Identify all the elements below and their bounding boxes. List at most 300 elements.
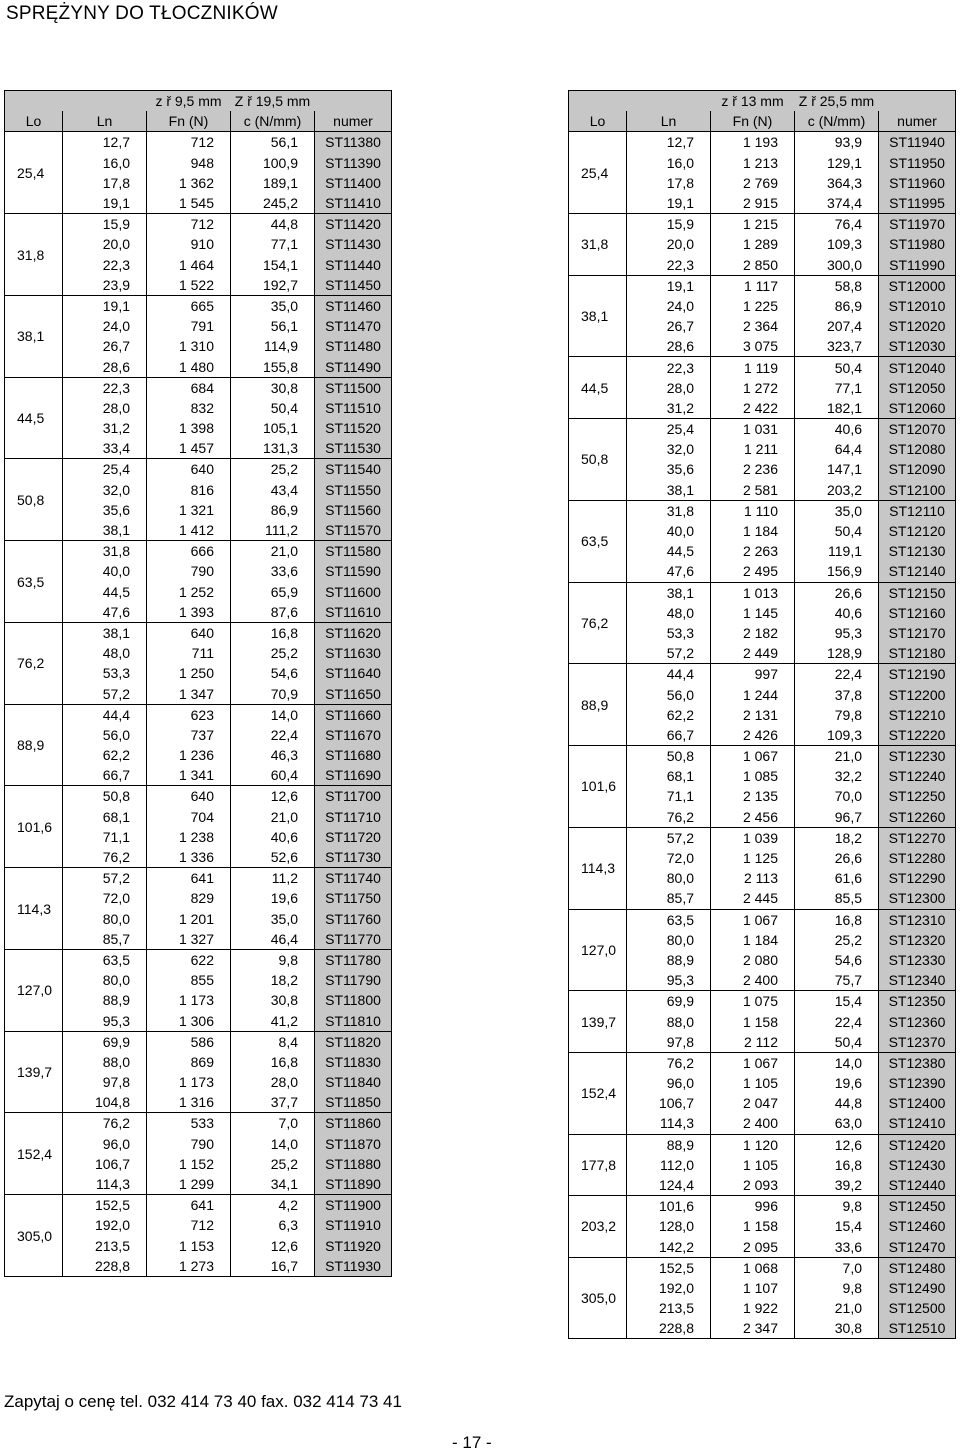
table-row <box>5 725 392 745</box>
table-row <box>569 1052 956 1073</box>
table-row <box>5 1154 392 1174</box>
fn-cell: 1 145 <box>711 603 795 623</box>
numer-cell: ST12200 <box>879 684 956 704</box>
col-header-ln: Ln <box>627 111 711 132</box>
lo-cell: 203,2 <box>569 1196 627 1258</box>
ln-cell: 17,8 <box>627 173 711 193</box>
c-cell: 8,4 <box>231 1031 315 1052</box>
c-cell: 19,6 <box>231 888 315 908</box>
fn-cell: 1 184 <box>711 930 795 950</box>
numer-cell: ST12450 <box>879 1196 956 1217</box>
fn-cell: 2 095 <box>711 1237 795 1258</box>
table-row <box>5 1072 392 1092</box>
table-row <box>5 1174 392 1195</box>
table-row <box>5 1031 392 1052</box>
c-cell: 39,2 <box>795 1175 879 1196</box>
ln-cell: 35,6 <box>63 500 147 520</box>
numer-cell: ST11490 <box>315 356 392 377</box>
fn-cell: 641 <box>147 1195 231 1216</box>
table-row <box>5 234 392 254</box>
numer-cell: ST12220 <box>879 725 956 746</box>
table-row <box>5 888 392 908</box>
ln-cell: 20,0 <box>627 234 711 254</box>
numer-cell: ST12460 <box>879 1216 956 1236</box>
table-row <box>569 132 956 153</box>
col-header-fn: Fn (N) <box>711 111 795 132</box>
numer-cell: ST11640 <box>315 663 392 683</box>
ln-cell: 71,1 <box>627 786 711 806</box>
c-cell: 16,8 <box>795 1155 879 1175</box>
fn-cell: 712 <box>147 1215 231 1235</box>
ln-cell: 35,6 <box>627 459 711 479</box>
numer-cell: ST11920 <box>315 1236 392 1256</box>
table-row <box>5 1195 392 1216</box>
fn-cell: 2 135 <box>711 786 795 806</box>
table-row <box>5 990 392 1010</box>
table-row <box>569 888 956 909</box>
c-cell: 300,0 <box>795 255 879 276</box>
table-row <box>569 1237 956 1258</box>
numer-cell: ST11470 <box>315 316 392 336</box>
numer-cell: ST12120 <box>879 521 956 541</box>
table-row <box>569 991 956 1012</box>
fn-cell: 1 184 <box>711 521 795 541</box>
ln-cell: 48,0 <box>627 603 711 623</box>
numer-cell: ST11440 <box>315 255 392 275</box>
ln-cell: 96,0 <box>627 1073 711 1093</box>
numer-cell: ST11590 <box>315 561 392 581</box>
c-cell: 77,1 <box>795 378 879 398</box>
ln-cell: 95,3 <box>627 970 711 991</box>
c-cell: 21,0 <box>795 746 879 767</box>
table-row <box>569 1175 956 1196</box>
table-row <box>5 500 392 520</box>
c-cell: 35,0 <box>795 500 879 521</box>
table-row <box>5 255 392 275</box>
table-row <box>569 1011 956 1031</box>
fn-cell: 2 131 <box>711 705 795 725</box>
ln-cell: 24,0 <box>63 316 147 336</box>
numer-cell: ST12410 <box>879 1113 956 1134</box>
ln-cell: 112,0 <box>627 1155 711 1175</box>
c-cell: 7,0 <box>231 1113 315 1134</box>
numer-cell: ST12490 <box>879 1278 956 1298</box>
fn-cell: 2 915 <box>711 193 795 214</box>
c-cell: 40,6 <box>231 827 315 847</box>
fn-cell: 641 <box>147 868 231 889</box>
fn-cell: 2 112 <box>711 1032 795 1053</box>
numer-cell: ST12230 <box>879 746 956 767</box>
fn-cell: 2 093 <box>711 1175 795 1196</box>
numer-cell: ST11690 <box>315 765 392 786</box>
lo-cell: 88,9 <box>569 664 627 746</box>
ln-cell: 213,5 <box>627 1298 711 1318</box>
numer-cell: ST12320 <box>879 930 956 950</box>
numer-cell: ST12100 <box>879 480 956 501</box>
fn-cell: 1 067 <box>711 1052 795 1073</box>
fn-cell: 1 075 <box>711 991 795 1012</box>
lo-cell: 114,3 <box>569 827 627 909</box>
fn-cell: 2 426 <box>711 725 795 746</box>
numer-cell: ST12140 <box>879 561 956 582</box>
table-row <box>569 643 956 664</box>
ln-cell: 38,1 <box>627 480 711 501</box>
ln-cell: 16,0 <box>627 153 711 173</box>
numer-cell: ST11510 <box>315 398 392 418</box>
fn-cell: 1 213 <box>711 153 795 173</box>
ln-cell: 76,2 <box>627 807 711 828</box>
numer-cell: ST12470 <box>879 1237 956 1258</box>
ln-cell: 40,0 <box>627 521 711 541</box>
ln-cell: 16,0 <box>63 153 147 173</box>
numer-cell: ST12190 <box>879 664 956 685</box>
table-row <box>569 1093 956 1113</box>
lo-cell: 101,6 <box>5 786 63 868</box>
ln-cell: 57,2 <box>627 827 711 848</box>
numer-cell: ST12430 <box>879 1155 956 1175</box>
ln-cell: 114,3 <box>627 1113 711 1134</box>
lo-cell: 25,4 <box>5 132 63 214</box>
numer-cell: ST11720 <box>315 827 392 847</box>
lo-cell: 38,1 <box>5 295 63 377</box>
ln-cell: 22,3 <box>627 255 711 276</box>
fn-cell: 1 201 <box>147 909 231 929</box>
fn-cell: 684 <box>147 377 231 398</box>
c-cell: 9,8 <box>231 949 315 970</box>
c-cell: 25,2 <box>231 1154 315 1174</box>
fn-cell: 1 117 <box>711 275 795 296</box>
ln-cell: 31,2 <box>63 418 147 438</box>
ln-cell: 80,0 <box>627 930 711 950</box>
c-cell: 37,8 <box>795 684 879 704</box>
fn-cell: 1 158 <box>711 1216 795 1236</box>
ln-cell: 62,2 <box>63 745 147 765</box>
ln-cell: 31,8 <box>627 500 711 521</box>
c-cell: 19,6 <box>795 1073 879 1093</box>
table-row <box>569 336 956 357</box>
col-header-ln: Ln <box>63 111 147 132</box>
numer-cell: ST12130 <box>879 541 956 561</box>
lo-cell: 305,0 <box>5 1195 63 1277</box>
col-header-c: c (N/mm) <box>795 111 879 132</box>
fn-cell: 790 <box>147 561 231 581</box>
numer-cell: ST11770 <box>315 929 392 950</box>
numer-cell: ST11730 <box>315 847 392 868</box>
ln-cell: 22,3 <box>63 377 147 398</box>
table-row <box>569 459 956 479</box>
fn-cell: 666 <box>147 541 231 562</box>
fn-cell: 1 336 <box>147 847 231 868</box>
ln-cell: 88,0 <box>627 1011 711 1031</box>
c-cell: 105,1 <box>231 418 315 438</box>
numer-cell: ST11610 <box>315 602 392 623</box>
c-cell: 192,7 <box>231 275 315 296</box>
table-row <box>569 173 956 193</box>
c-cell: 16,8 <box>231 622 315 643</box>
table-row <box>569 480 956 501</box>
table-row <box>5 1215 392 1235</box>
c-cell: 16,8 <box>231 1052 315 1072</box>
lo-cell: 152,4 <box>5 1113 63 1195</box>
lo-cell: 31,8 <box>569 214 627 276</box>
numer-cell: ST11380 <box>315 132 392 153</box>
table-row <box>569 439 956 459</box>
numer-cell: ST11460 <box>315 295 392 316</box>
numer-cell: ST11840 <box>315 1072 392 1092</box>
c-cell: 7,0 <box>795 1257 879 1278</box>
lo-cell: 50,8 <box>5 459 63 541</box>
fn-cell: 1 273 <box>147 1256 231 1277</box>
ln-cell: 20,0 <box>63 234 147 254</box>
fn-cell: 1 398 <box>147 418 231 438</box>
c-cell: 46,3 <box>231 745 315 765</box>
c-cell: 16,7 <box>231 1256 315 1277</box>
fn-cell: 1 013 <box>711 582 795 603</box>
table-row <box>5 909 392 929</box>
table-row <box>5 868 392 889</box>
table-row <box>5 807 392 827</box>
c-cell: 26,6 <box>795 848 879 868</box>
c-cell: 54,6 <box>231 663 315 683</box>
c-cell: 11,2 <box>231 868 315 889</box>
numer-cell: ST12300 <box>879 888 956 909</box>
ln-cell: 88,0 <box>63 1052 147 1072</box>
lo-cell: 114,3 <box>5 868 63 950</box>
ln-cell: 57,2 <box>63 683 147 704</box>
c-cell: 50,4 <box>795 1032 879 1053</box>
c-cell: 70,9 <box>231 683 315 704</box>
range-spacer <box>569 91 627 112</box>
table-row <box>5 153 392 173</box>
numer-cell: ST12480 <box>879 1257 956 1278</box>
table-row <box>569 378 956 398</box>
table-row <box>5 1236 392 1256</box>
c-cell: 58,8 <box>795 275 879 296</box>
numer-cell: ST11880 <box>315 1154 392 1174</box>
numer-cell: ST11530 <box>315 438 392 459</box>
table-row <box>5 745 392 765</box>
fn-cell: 816 <box>147 480 231 500</box>
numer-cell: ST12070 <box>879 419 956 440</box>
fn-cell: 2 236 <box>711 459 795 479</box>
numer-cell: ST11830 <box>315 1052 392 1072</box>
numer-cell: ST11560 <box>315 500 392 520</box>
numer-cell: ST11900 <box>315 1195 392 1216</box>
c-cell: 35,0 <box>231 909 315 929</box>
table-row <box>569 255 956 276</box>
ln-cell: 128,0 <box>627 1216 711 1236</box>
table-row <box>569 684 956 704</box>
table-row <box>569 725 956 746</box>
fn-cell: 1 362 <box>147 173 231 193</box>
numer-cell: ST12340 <box>879 970 956 991</box>
ln-cell: 152,5 <box>627 1257 711 1278</box>
ln-cell: 17,8 <box>63 173 147 193</box>
table-row <box>569 500 956 521</box>
c-cell: 21,0 <box>231 541 315 562</box>
c-cell: 61,6 <box>795 868 879 888</box>
numer-cell: ST12510 <box>879 1318 956 1339</box>
col-header-numer: numer <box>879 111 956 132</box>
table-row <box>569 766 956 786</box>
ln-cell: 72,0 <box>63 888 147 908</box>
col-header-lo: Lo <box>569 111 627 132</box>
table-row <box>5 929 392 950</box>
lo-cell: 127,0 <box>5 949 63 1031</box>
table-row <box>5 1052 392 1072</box>
numer-cell: ST12060 <box>879 398 956 419</box>
fn-cell: 1 299 <box>147 1174 231 1195</box>
fn-cell: 1 545 <box>147 193 231 214</box>
table-row <box>569 1032 956 1053</box>
table-row <box>5 1113 392 1134</box>
numer-cell: ST11800 <box>315 990 392 1010</box>
c-cell: 15,4 <box>795 991 879 1012</box>
numer-cell: ST11680 <box>315 745 392 765</box>
fn-cell: 2 445 <box>711 888 795 909</box>
table-row <box>5 480 392 500</box>
table-row <box>5 520 392 541</box>
c-cell: 9,8 <box>795 1278 879 1298</box>
numer-cell: ST12310 <box>879 909 956 930</box>
table-row <box>569 970 956 991</box>
numer-cell: ST12420 <box>879 1134 956 1155</box>
c-cell: 46,4 <box>231 929 315 950</box>
numer-cell: ST11620 <box>315 622 392 643</box>
table-row <box>569 521 956 541</box>
fn-cell: 1 457 <box>147 438 231 459</box>
numer-cell: ST11970 <box>879 214 956 235</box>
table-row <box>569 1196 956 1217</box>
c-cell: 100,9 <box>231 153 315 173</box>
lo-cell: 152,4 <box>569 1052 627 1134</box>
c-cell: 79,8 <box>795 705 879 725</box>
fn-cell: 2 400 <box>711 1113 795 1134</box>
table-row <box>5 275 392 296</box>
ln-cell: 95,3 <box>63 1010 147 1031</box>
fn-cell: 1 225 <box>711 296 795 316</box>
numer-cell: ST12030 <box>879 336 956 357</box>
c-cell: 155,8 <box>231 356 315 377</box>
c-cell: 12,6 <box>795 1134 879 1155</box>
c-cell: 50,4 <box>795 521 879 541</box>
ln-cell: 31,8 <box>63 541 147 562</box>
lo-cell: 63,5 <box>569 500 627 582</box>
ln-cell: 38,1 <box>627 582 711 603</box>
c-cell: 30,8 <box>795 1318 879 1339</box>
numer-cell: ST12170 <box>879 623 956 643</box>
c-cell: 40,6 <box>795 603 879 623</box>
fn-cell: 948 <box>147 153 231 173</box>
ln-cell: 24,0 <box>627 296 711 316</box>
ln-cell: 28,0 <box>63 398 147 418</box>
ln-cell: 31,2 <box>627 398 711 419</box>
numer-cell: ST11650 <box>315 683 392 704</box>
c-cell: 21,0 <box>795 1298 879 1318</box>
fn-cell: 1 341 <box>147 765 231 786</box>
table-row <box>569 868 956 888</box>
page-title: SPRĘŻYNY DO TŁOCZNIKÓW <box>6 3 278 24</box>
c-cell: 33,6 <box>795 1237 879 1258</box>
c-cell: 75,7 <box>795 970 879 991</box>
c-cell: 86,9 <box>231 500 315 520</box>
table-row <box>5 847 392 868</box>
c-cell: 86,9 <box>795 296 879 316</box>
numer-cell: ST12020 <box>879 316 956 336</box>
c-cell: 374,4 <box>795 193 879 214</box>
lo-cell: 63,5 <box>5 541 63 623</box>
table-row <box>5 786 392 807</box>
c-cell: 56,1 <box>231 316 315 336</box>
fn-cell: 1 238 <box>147 827 231 847</box>
ln-cell: 50,8 <box>63 786 147 807</box>
fn-cell: 1 120 <box>711 1134 795 1155</box>
ln-cell: 44,4 <box>627 664 711 685</box>
numer-cell: ST11580 <box>315 541 392 562</box>
fn-cell: 1 252 <box>147 582 231 602</box>
range-header-row <box>569 91 956 112</box>
numer-cell: ST12040 <box>879 357 956 378</box>
ln-cell: 192,0 <box>63 1215 147 1235</box>
numer-cell: ST11990 <box>879 255 956 276</box>
fn-cell: 2 581 <box>711 480 795 501</box>
ln-cell: 80,0 <box>627 868 711 888</box>
numer-cell: ST11940 <box>879 132 956 153</box>
numer-cell: ST11570 <box>315 520 392 541</box>
ln-cell: 57,2 <box>627 643 711 664</box>
fn-cell: 1 321 <box>147 500 231 520</box>
ln-cell: 47,6 <box>63 602 147 623</box>
lo-cell: 50,8 <box>569 419 627 501</box>
ln-cell: 40,0 <box>63 561 147 581</box>
ln-cell: 23,9 <box>63 275 147 296</box>
c-cell: 25,2 <box>231 643 315 663</box>
ln-cell: 97,8 <box>627 1032 711 1053</box>
fn-cell: 791 <box>147 316 231 336</box>
table-row <box>5 582 392 602</box>
lo-cell: 76,2 <box>569 582 627 664</box>
c-cell: 56,1 <box>231 132 315 153</box>
fn-cell: 1 173 <box>147 1072 231 1092</box>
fn-cell: 704 <box>147 807 231 827</box>
table-row <box>5 683 392 704</box>
table-row <box>5 1092 392 1113</box>
c-cell: 189,1 <box>231 173 315 193</box>
numer-cell: ST12500 <box>879 1298 956 1318</box>
ln-cell: 22,3 <box>63 255 147 275</box>
numer-cell: ST11700 <box>315 786 392 807</box>
c-cell: 16,8 <box>795 909 879 930</box>
ln-cell: 72,0 <box>627 848 711 868</box>
spring-table-left <box>4 90 392 1277</box>
c-cell: 44,8 <box>795 1093 879 1113</box>
ln-cell: 142,2 <box>627 1237 711 1258</box>
c-cell: 22,4 <box>795 1011 879 1031</box>
table-row <box>569 950 956 970</box>
c-cell: 65,9 <box>231 582 315 602</box>
c-cell: 96,7 <box>795 807 879 828</box>
range-spacer <box>5 91 63 112</box>
c-cell: 30,8 <box>231 990 315 1010</box>
spring-table-right <box>568 90 956 1339</box>
ln-cell: 19,1 <box>627 275 711 296</box>
c-cell: 14,0 <box>231 1134 315 1154</box>
table-row <box>5 704 392 725</box>
table-row <box>569 1257 956 1278</box>
column-header-row <box>5 111 392 132</box>
table-row <box>569 541 956 561</box>
range-max-label: Z ř 19,5 mm <box>231 91 315 112</box>
